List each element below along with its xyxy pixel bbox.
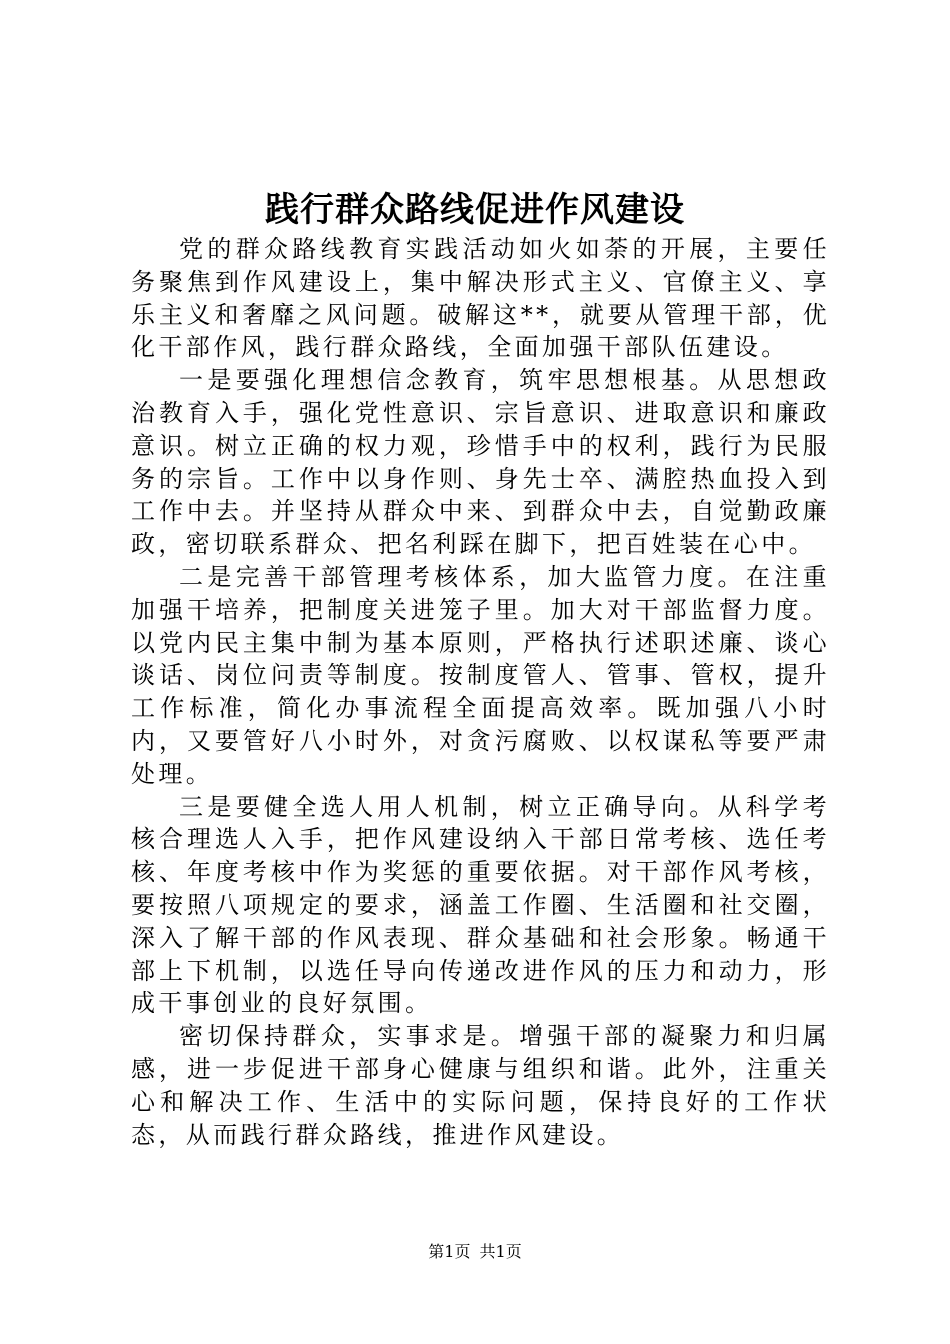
paragraph-intro: 党的群众路线教育实践活动如火如荼的开展，主要任务聚焦到作风建设上，集中解决形式主义、官僚主义、享乐主义和奢靡之风问题。破解这**，就要从管理干部，优化干部作风，践行群众路线，全面加强干部队伍建设。 — [131, 235, 830, 362]
document-title: 践行群众路线促进作风建设 — [265, 190, 685, 230]
paragraph-point-one: 一是要强化理想信念教育，筑牢思想根基。从思想政治教育入手，强化党性意识、宗旨意识、进取意识和廉政意识。树立正确的权力观，珍惜手中的权利，践行为民服务的宗旨。工作中以身作则、身先士卒、满腔热血投入到工作中去。并坚持从群众中来、到群众中去，自觉勤政廉政，密切联系群众、把名利踩在脚下，把百姓装在心中。 — [131, 366, 830, 559]
paragraph-conclusion: 密切保持群众，实事求是。增强干部的凝聚力和归属感，进一步促进干部身心健康与组织和谐。此外，注重关心和解决工作、生活中的实际问题，保持良好的工作状态，从而践行群众路线，推进作风建设。 — [131, 1022, 830, 1149]
paragraph-point-three: 三是要健全选人用人机制，树立正确导向。从科学考核合理选人入手，把作风建设纳入干部日常考核、选任考核、年度考核中作为奖惩的重要依据。对干部作风考核，要按照八项规定的要求，涵盖工作圈、生活圈和社交圈，深入了解干部的作风表现、群众基础和社会形象。畅通干部上下机制，以选任导向传递改进作风的压力和动力，形成干事创业的良好氛围。 — [131, 792, 830, 1018]
page-footer: 第1页 共1页 — [428, 1242, 522, 1261]
paragraph-point-two: 二是完善干部管理考核体系，加大监管力度。在注重加强干培养，把制度关进笼子里。加大对干部监督力度。以党内民主集中制为基本原则，严格执行述职述廉、谈心谈话、岗位问责等制度。按制度管人、管事、管权，提升工作标准，简化办事流程全面提高效率。既加强八小时内，又要管好八小时外，对贪污腐败、以权谋私等要严肃处理。 — [131, 562, 830, 788]
document-body — [131, 233, 830, 1151]
